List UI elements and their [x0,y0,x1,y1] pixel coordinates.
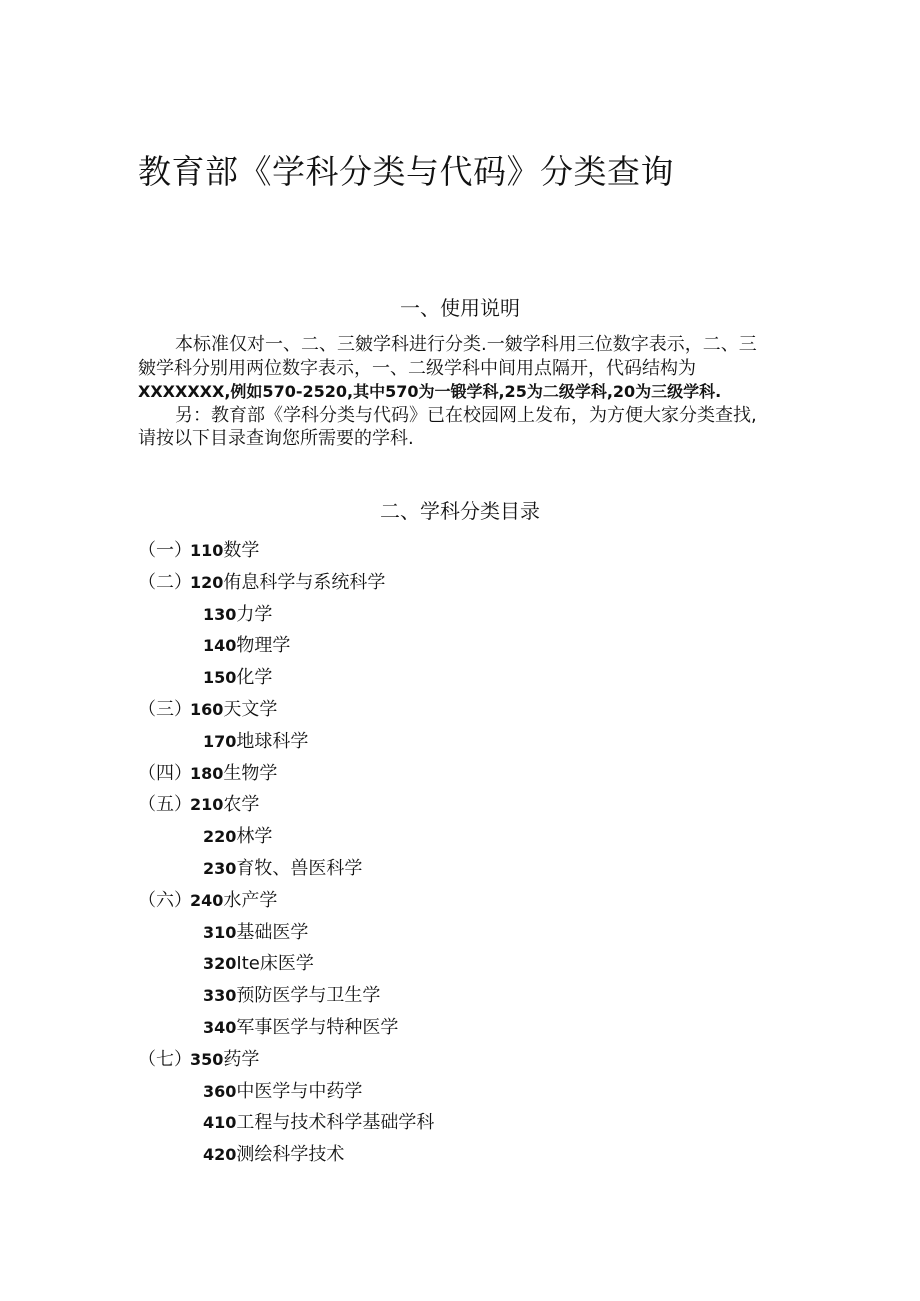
catalog-item [138,762,434,794]
usage-line-5: 请按以下目录查询您所需要的学科. [138,428,414,449]
catalog-item [138,730,434,762]
catalog-item-prefix: （一） [138,540,192,561]
catalog-item [138,1143,434,1175]
catalog-item-prefix: （五） [138,794,192,816]
catalog-item-code: 220 [203,827,237,847]
catalog-item-code: 210 [190,795,224,815]
catalog-item-code: 230 [203,858,237,878]
catalog-item-name: 数学 [223,540,260,561]
catalog-item-code: 120 [190,572,224,592]
catalog-item-name: 预防医学与卫生学 [236,985,381,1007]
catalog-item-code: 350 [190,1049,224,1069]
catalog-item [138,698,434,730]
catalog-item-name: 天文学 [223,698,278,720]
section-heading-usage: 一、使用说明 [400,296,520,320]
catalog-item-code: 360 [203,1081,237,1101]
catalog-item-code: 110 [190,541,224,560]
usage-paragraph [138,333,778,451]
page-title: 教育部《学科分类与代码》分类查询 [138,152,674,191]
catalog-list [138,539,434,1175]
catalog-item-name: 化学 [236,667,273,689]
catalog-item-name: 药学 [223,1048,260,1070]
usage-line-1: 本标准仅对一、二、三皴学科进行分类.一皴学科用三位数字表示，二、三 [175,334,757,355]
catalog-item-code: 320 [203,954,237,974]
catalog-item-code: 160 [190,699,224,719]
catalog-item-name: 测绘科学技术 [236,1144,345,1166]
usage-line-3: XXXXXXX,例如570-2520,其中570为一锻学科,25为二级学科,20为三级学科. [138,382,722,401]
catalog-item [138,571,434,603]
usage-line-4: 另：教育部《学科分类与代码》已在校园网上发布，为方便大家分类查找, [175,404,757,426]
catalog-item [138,889,434,921]
catalog-item-name: 中医学与中药学 [236,1080,363,1102]
catalog-item-code: 180 [190,763,224,783]
catalog-item-prefix: （六） [138,889,192,911]
catalog-item [138,984,434,1016]
usage-line-2: 皴学科分别用两位数字表示，一、二级学科中间用点隔开，代码结构为 [138,357,696,379]
catalog-item-name: Ite床医学 [236,953,314,975]
catalog-item-name: 工程与技术科学基础学科 [236,1112,435,1134]
catalog-item-name: 林学 [236,826,273,848]
catalog-item [138,952,434,984]
catalog-item-name: 物理学 [236,635,291,657]
catalog-item [138,1080,434,1112]
catalog-item [138,793,434,825]
catalog-item-prefix: （二） [138,571,192,593]
catalog-item-code: 130 [203,604,237,624]
catalog-item-name: 生物学 [223,762,278,784]
catalog-item [138,825,434,857]
catalog-item-prefix: （三） [138,698,192,720]
catalog-item-code: 150 [203,668,237,688]
catalog-item-name: 军事医学与特种医学 [236,1016,399,1038]
catalog-item [138,1016,434,1048]
catalog-item-code: 410 [203,1113,237,1133]
catalog-item [138,1048,434,1080]
catalog-item [138,857,434,889]
catalog-item-name: 水产学 [223,889,278,911]
catalog-item-code: 240 [190,890,224,910]
catalog-item-name: 育牧、兽医科学 [236,857,363,879]
catalog-item-name: 侑息科学与系统科学 [223,571,386,593]
catalog-item-code: 140 [203,636,237,656]
catalog-item-code: 340 [203,1017,237,1037]
catalog-item [138,1111,434,1143]
catalog-item-name: 农学 [223,794,260,816]
catalog-item-code: 170 [203,731,237,751]
catalog-item [138,539,434,571]
catalog-item [138,921,434,953]
catalog-item-name: 力学 [236,603,273,625]
catalog-item [138,603,434,635]
catalog-item-prefix: （四） [138,762,192,784]
catalog-item-prefix: （七） [138,1048,192,1070]
catalog-item-name: 基础医学 [236,921,309,943]
section-heading-catalog: 二、学科分类目录 [380,499,540,523]
catalog-item-code: 330 [203,986,237,1006]
catalog-item [138,634,434,666]
catalog-item-code: 310 [203,922,237,942]
catalog-item-code: 420 [203,1145,237,1165]
catalog-item [138,666,434,698]
catalog-item-name: 地球科学 [236,730,309,752]
